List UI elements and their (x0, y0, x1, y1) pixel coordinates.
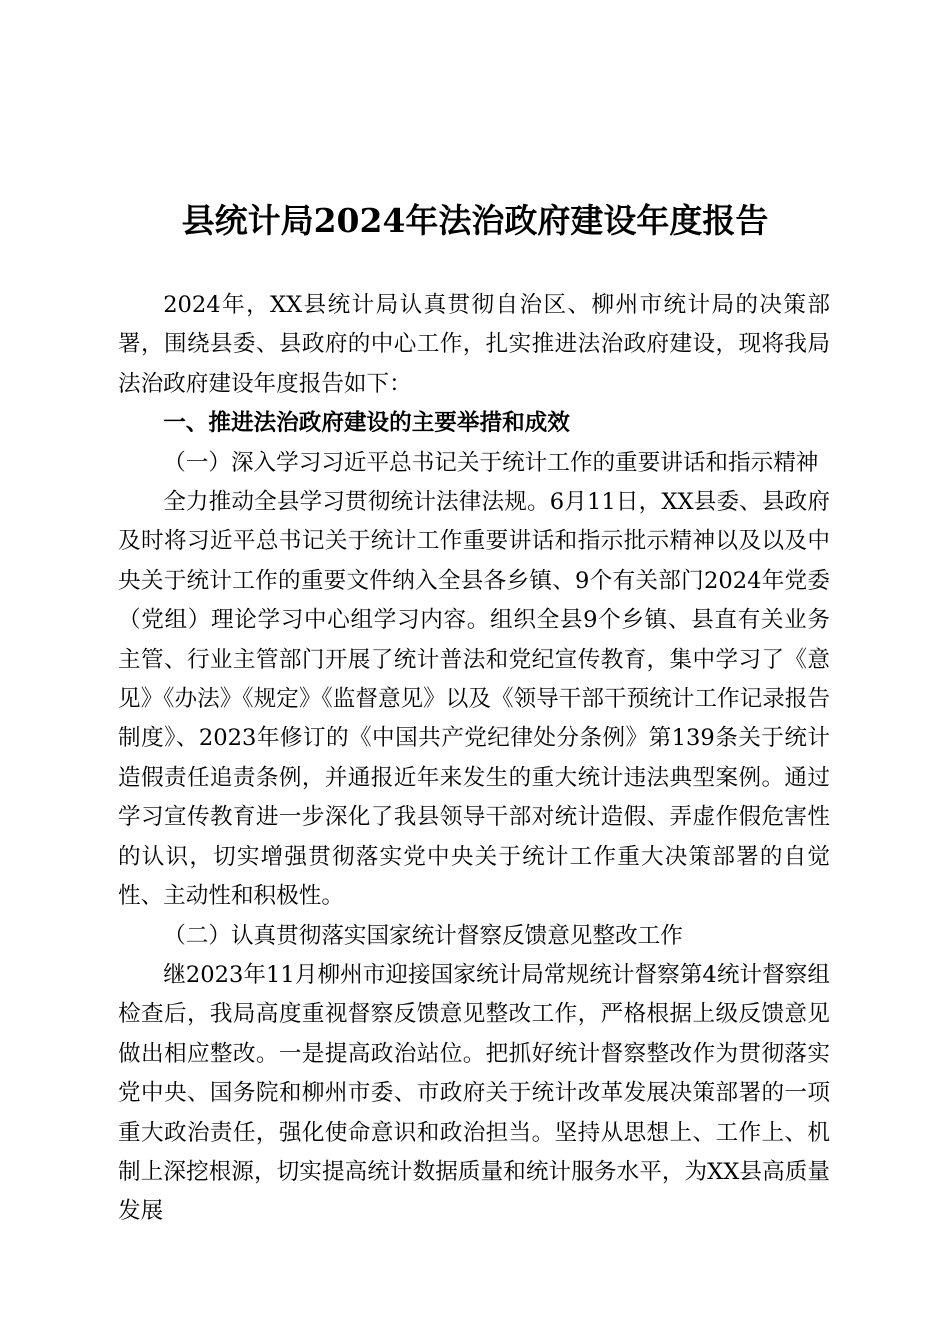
section-heading: 一、推进法治政府建设的主要举措和成效 (163, 410, 570, 437)
body-paragraph: 全力推动全县学习贯彻统计法律法规。6月11日，XX县委、县政府及时将习近平总书记关于统计工作重要讲话和指示批示精神以及以及中央关于统计工作的重要文件纳入全县各乡镇、9个有关部门2024年党委（党组）理论学习中心组学习内容。组织全县9个乡镇、县直有关业务主管、行业主管部门开展了统计普法和党纪宣传教育，集中学习了《意见》《办法》《规定》《监督意见》以及《领导干部干预统计工作记录报告制度》、2023年修订的《中国共产党纪律处分条例》第139条关于统计造假责任追责条例，并通报近年来发生的重大统计违法典型案例。通过学习宣传教育进一步深化了我县领导干部对统计造假、弄虚作假危害性的认识，切实增强贯彻落实党中央关于统计工作重大决策部署的自觉性、主动性和积极性。 (118, 489, 830, 910)
body-paragraph: 继2023年11月柳州市迎接国家统计局常规统计督察第4统计督察组检查后，我局高度重视督察反馈意见整改工作，严格根据上级反馈意见做出相应整改。一是提高政治站位。把抓好统计督察整改作为贯彻落实党中央、国务院和柳州市委、市政府关于统计改革发展决策部署的一项重大政治责任，强化使命意识和政治担当。坚持从思想上、工作上、机制上深挖根源，切实提高统计数据质量和统计服务水平，为XX县高质量发展 (118, 961, 830, 1225)
subsection-heading: （二）认真贯彻落实国家统计督察反馈意见整改工作 (163, 922, 683, 949)
intro-paragraph: 2024年，XX县统计局认真贯彻自治区、柳州市统计局的决策部署，围绕县委、县政府的中心工作，扎实推进法治政府建设，现将我局法治政府建设年度报告如下： (118, 292, 830, 397)
document-title: 县统计局2024年法治政府建设年度报告 (181, 201, 769, 240)
subsection-heading: （一）深入学习习近平总书记关于统计工作的重要讲话和指示精神 (163, 449, 819, 476)
document-body (118, 286, 830, 1232)
